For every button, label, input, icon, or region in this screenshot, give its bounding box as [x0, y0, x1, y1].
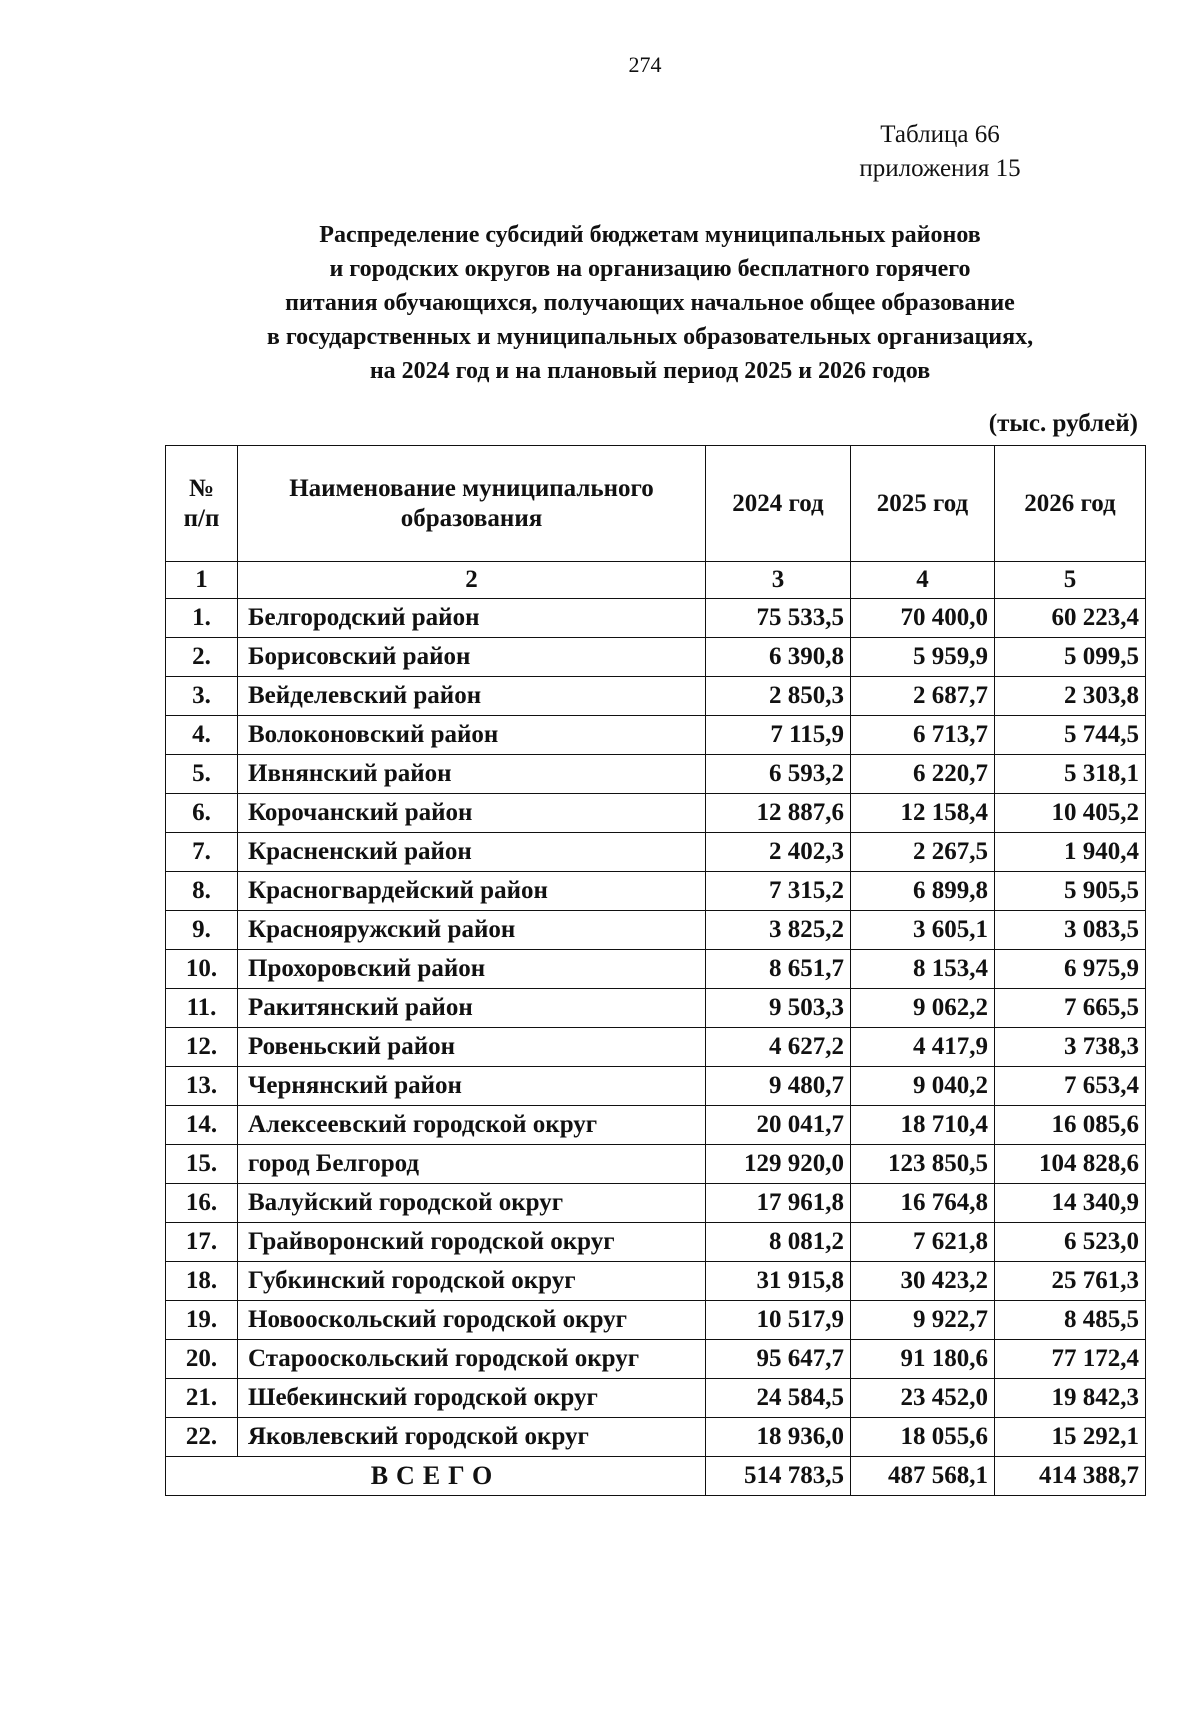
row-number: 1.: [166, 599, 238, 638]
header-2025: 2025 год: [851, 446, 995, 562]
value-2024: 24 584,5: [706, 1379, 851, 1418]
value-2026: 15 292,1: [995, 1418, 1146, 1457]
municipality-name: Борисовский район: [238, 638, 706, 677]
value-2024: 2 402,3: [706, 833, 851, 872]
value-2026: 5 318,1: [995, 755, 1146, 794]
value-2026: 5 744,5: [995, 716, 1146, 755]
value-2025: 6 899,8: [851, 872, 995, 911]
table-row: [166, 716, 1146, 755]
value-2024: 95 647,7: [706, 1340, 851, 1379]
row-number: 3.: [166, 677, 238, 716]
table-reference: [830, 118, 1050, 186]
column-number: 2: [238, 562, 706, 599]
table-row: [166, 911, 1146, 950]
header-name: [238, 446, 706, 562]
value-2025: 18 055,6: [851, 1418, 995, 1457]
value-2025: 3 605,1: [851, 911, 995, 950]
column-number: 4: [851, 562, 995, 599]
value-2026: 1 940,4: [995, 833, 1146, 872]
value-2025: 91 180,6: [851, 1340, 995, 1379]
value-2024: 17 961,8: [706, 1184, 851, 1223]
municipality-name: Красногвардейский район: [238, 872, 706, 911]
value-2024: 3 825,2: [706, 911, 851, 950]
value-2024: 31 915,8: [706, 1262, 851, 1301]
municipality-name: Ивнянский район: [238, 755, 706, 794]
value-2024: 12 887,6: [706, 794, 851, 833]
table-row: [166, 1028, 1146, 1067]
value-2024: 2 850,3: [706, 677, 851, 716]
row-number: 20.: [166, 1340, 238, 1379]
title-line2: и городских округов на организацию бесплатного горячего: [329, 256, 971, 282]
value-2026: 104 828,6: [995, 1145, 1146, 1184]
value-2026: 5 905,5: [995, 872, 1146, 911]
municipality-name: Ровеньский район: [238, 1028, 706, 1067]
value-2026: 3 083,5: [995, 911, 1146, 950]
value-2025: 18 710,4: [851, 1106, 995, 1145]
table-row: [166, 1418, 1146, 1457]
value-2025: 70 400,0: [851, 599, 995, 638]
table-row: [166, 1184, 1146, 1223]
value-2025: 4 417,9: [851, 1028, 995, 1067]
municipality-name: Белгородский район: [238, 599, 706, 638]
row-number: 9.: [166, 911, 238, 950]
total-label: ВСЕГО: [166, 1457, 706, 1496]
municipality-name: Красненский район: [238, 833, 706, 872]
table-row: [166, 989, 1146, 1028]
value-2024: 9 503,3: [706, 989, 851, 1028]
column-number: 3: [706, 562, 851, 599]
municipality-name: Губкинский городской округ: [238, 1262, 706, 1301]
row-number: 15.: [166, 1145, 238, 1184]
title-line5: на 2024 год и на плановый период 2025 и 2026 годов: [369, 358, 931, 384]
header-number-line1: №: [188, 474, 215, 502]
title-line3: питания обучающихся, получающих начальное общее образование: [285, 290, 1015, 316]
value-2025: 9 922,7: [851, 1301, 995, 1340]
value-2024: 4 627,2: [706, 1028, 851, 1067]
table-row: [166, 872, 1146, 911]
row-number: 4.: [166, 716, 238, 755]
table-row: [166, 1340, 1146, 1379]
value-2025: 30 423,2: [851, 1262, 995, 1301]
total-row: [166, 1457, 1146, 1496]
table-row: [166, 1106, 1146, 1145]
header-name-line2: образования: [400, 504, 543, 532]
table-row: [166, 599, 1146, 638]
page-number: 274: [628, 52, 662, 77]
municipality-name: Прохоровский район: [238, 950, 706, 989]
table-row: [166, 1301, 1146, 1340]
municipality-name: Корочанский район: [238, 794, 706, 833]
row-number: 7.: [166, 833, 238, 872]
header-name-line1: Наименование муниципального: [289, 474, 654, 502]
municipality-name: Яковлевский городской округ: [238, 1418, 706, 1457]
value-2024: 10 517,9: [706, 1301, 851, 1340]
table-row: [166, 1379, 1146, 1418]
value-2026: 7 665,5: [995, 989, 1146, 1028]
unit-label: (тыс. рублей): [988, 410, 1138, 437]
value-2024: 7 315,2: [706, 872, 851, 911]
header-row: [166, 446, 1146, 562]
municipality-name: Ракитянский район: [238, 989, 706, 1028]
value-2026: 8 485,5: [995, 1301, 1146, 1340]
header-number: [166, 446, 238, 562]
value-2025: 2 267,5: [851, 833, 995, 872]
value-2024: 7 115,9: [706, 716, 851, 755]
municipality-name: Краснояружский район: [238, 911, 706, 950]
value-2025: 23 452,0: [851, 1379, 995, 1418]
value-2026: 60 223,4: [995, 599, 1146, 638]
table-reference-line2: приложения 15: [859, 155, 1021, 182]
column-number-row: [166, 562, 1146, 599]
total-2024: 514 783,5: [706, 1457, 851, 1496]
table-row: [166, 1145, 1146, 1184]
row-number: 19.: [166, 1301, 238, 1340]
value-2025: 12 158,4: [851, 794, 995, 833]
value-2026: 5 099,5: [995, 638, 1146, 677]
header-2024: 2024 год: [706, 446, 851, 562]
total-2025: 487 568,1: [851, 1457, 995, 1496]
value-2025: 16 764,8: [851, 1184, 995, 1223]
table-row: [166, 755, 1146, 794]
value-2025: 9 040,2: [851, 1067, 995, 1106]
value-2026: 3 738,3: [995, 1028, 1146, 1067]
row-number: 21.: [166, 1379, 238, 1418]
row-number: 14.: [166, 1106, 238, 1145]
value-2026: 10 405,2: [995, 794, 1146, 833]
column-number: 1: [166, 562, 238, 599]
municipality-name: Алексеевский городской округ: [238, 1106, 706, 1145]
value-2024: 6 593,2: [706, 755, 851, 794]
municipality-name: Волоконовский район: [238, 716, 706, 755]
value-2026: 7 653,4: [995, 1067, 1146, 1106]
value-2026: 77 172,4: [995, 1340, 1146, 1379]
row-number: 5.: [166, 755, 238, 794]
value-2025: 8 153,4: [851, 950, 995, 989]
row-number: 12.: [166, 1028, 238, 1067]
value-2025: 5 959,9: [851, 638, 995, 677]
value-2025: 123 850,5: [851, 1145, 995, 1184]
row-number: 11.: [166, 989, 238, 1028]
row-number: 13.: [166, 1067, 238, 1106]
row-number: 17.: [166, 1223, 238, 1262]
column-number: 5: [995, 562, 1146, 599]
header-number-line2: п/п: [183, 504, 220, 532]
table-row: [166, 794, 1146, 833]
value-2026: 16 085,6: [995, 1106, 1146, 1145]
subsidy-table: [165, 445, 1146, 1496]
municipality-name: Шебекинский городской округ: [238, 1379, 706, 1418]
row-number: 2.: [166, 638, 238, 677]
total-2026: 414 388,7: [995, 1457, 1146, 1496]
table-row: [166, 1067, 1146, 1106]
municipality-name: Вейделевский район: [238, 677, 706, 716]
value-2025: 6 713,7: [851, 716, 995, 755]
value-2024: 9 480,7: [706, 1067, 851, 1106]
value-2026: 6 523,0: [995, 1223, 1146, 1262]
municipality-name: Старооскольский городской округ: [238, 1340, 706, 1379]
value-2025: 2 687,7: [851, 677, 995, 716]
table-row: [166, 833, 1146, 872]
row-number: 16.: [166, 1184, 238, 1223]
value-2024: 6 390,8: [706, 638, 851, 677]
value-2026: 25 761,3: [995, 1262, 1146, 1301]
table-row: [166, 677, 1146, 716]
row-number: 8.: [166, 872, 238, 911]
value-2024: 20 041,7: [706, 1106, 851, 1145]
value-2025: 6 220,7: [851, 755, 995, 794]
value-2024: 18 936,0: [706, 1418, 851, 1457]
value-2026: 19 842,3: [995, 1379, 1146, 1418]
table-row: [166, 638, 1146, 677]
row-number: 22.: [166, 1418, 238, 1457]
table-row: [166, 1262, 1146, 1301]
municipality-name: Чернянский район: [238, 1067, 706, 1106]
municipality-name: Валуйский городской округ: [238, 1184, 706, 1223]
header-2026: 2026 год: [995, 446, 1146, 562]
table-reference-line1: Таблица 66: [880, 121, 1000, 148]
municipality-name: Грайворонский городской округ: [238, 1223, 706, 1262]
value-2025: 9 062,2: [851, 989, 995, 1028]
table-row: [166, 1223, 1146, 1262]
table-row: [166, 950, 1146, 989]
document-title: [150, 218, 1150, 388]
value-2025: 7 621,8: [851, 1223, 995, 1262]
municipality-name: Новооскольский городской округ: [238, 1301, 706, 1340]
title-line1: Распределение субсидий бюджетам муниципальных районов: [319, 222, 981, 248]
value-2024: 129 920,0: [706, 1145, 851, 1184]
value-2024: 8 651,7: [706, 950, 851, 989]
value-2026: 6 975,9: [995, 950, 1146, 989]
value-2024: 8 081,2: [706, 1223, 851, 1262]
row-number: 18.: [166, 1262, 238, 1301]
value-2026: 2 303,8: [995, 677, 1146, 716]
row-number: 10.: [166, 950, 238, 989]
title-line4: в государственных и муниципальных образовательных организациях,: [266, 324, 1034, 350]
row-number: 6.: [166, 794, 238, 833]
municipality-name: город Белгород: [238, 1145, 706, 1184]
value-2024: 75 533,5: [706, 599, 851, 638]
value-2026: 14 340,9: [995, 1184, 1146, 1223]
